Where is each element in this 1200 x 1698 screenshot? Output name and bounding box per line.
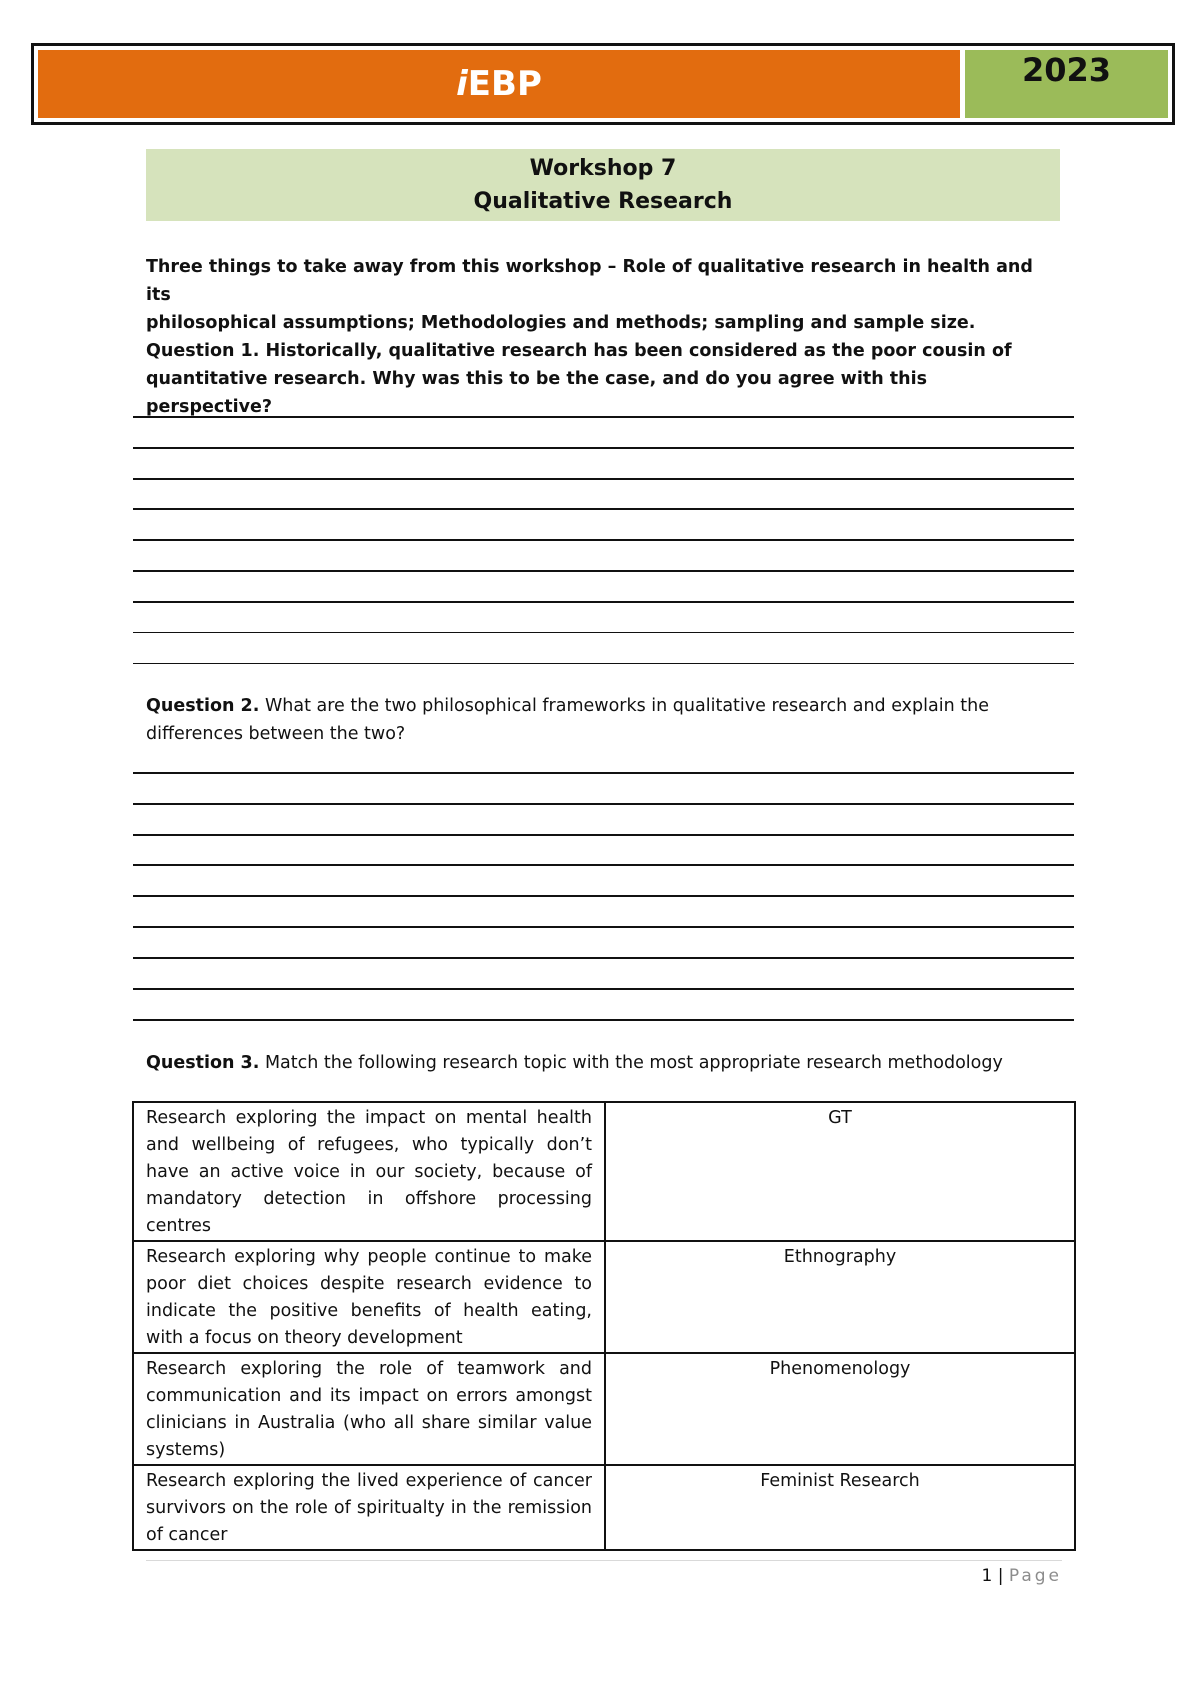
topic-cell: Research exploring the lived experience of cancer survivors on the role of spiritualty in the remission of cancer [133,1465,605,1550]
answer-line [133,772,1074,774]
methodology-cell: Phenomenology [605,1353,1075,1465]
takeaways-line-2: philosophical assumptions; Methodologies and methods; sampling and sample size. [146,313,976,333]
table-row [133,1353,1075,1465]
page-number: 1 [981,1566,993,1586]
answer-line [133,508,1074,510]
table-row [133,1241,1075,1353]
matching-table [132,1101,1076,1551]
answer-line [133,803,1074,805]
question-3-text: Match the following research topic with the most appropriate research methodology [259,1053,1003,1073]
question-3-label: Question 3. [146,1053,260,1073]
question-3 [146,1049,1046,1077]
question-1-line-1: Question 1. Historically, qualitative research has been considered as the poor cousin of [146,341,1012,361]
table-row [133,1102,1075,1241]
workshop-topic: Qualitative Research [473,189,733,214]
answer-line [133,447,1074,449]
answer-line [133,957,1074,959]
workshop-title-box [146,149,1060,221]
methodology-cell: Ethnography [605,1241,1075,1353]
answer-line [133,1019,1074,1021]
answer-line [133,539,1074,541]
answer-line [133,632,1074,633]
topic-cell: Research exploring the impact on mental health and wellbeing of refugees, who typically don’t have an active voice in our society, because of mandatory detection in offshore processing centres [133,1102,605,1241]
question-2-line-2: differences between the two? [146,724,406,744]
answer-line [133,926,1074,928]
question-1 [146,337,1046,421]
answer-line [133,663,1074,664]
topic-cell: Research exploring the role of teamwork and communication and its impact on errors amongst clinicians in Australia (who all share similar value systems) [133,1353,605,1465]
header-banner [31,43,1175,125]
workshop-number: Workshop 7 [529,156,677,181]
methodology-cell: GT [605,1102,1075,1241]
page-footer [981,1566,1062,1586]
takeaways-paragraph [146,253,1046,337]
question-2 [146,692,1046,748]
methodology-cell: Feminist Research [605,1465,1075,1550]
answer-line [133,988,1074,990]
brand-italic-i: i [456,64,468,104]
question-2-text: What are the two philosophical frameworks in qualitative research and explain the [259,696,989,716]
answer-line [133,478,1074,480]
page-label: Page [1008,1566,1062,1586]
question-2-label: Question 2. [146,696,260,716]
answer-line [133,834,1074,836]
answer-line [133,864,1074,866]
answer-line [133,570,1074,572]
topic-cell: Research exploring why people continue to make poor diet choices despite research evidence to indicate the positive benefits of health eating, with a focus on theory development [133,1241,605,1353]
question-1-line-2: quantitative research. Why was this to be the case, and do you agree with this perspective? [146,369,927,417]
answer-line [133,416,1074,418]
takeaways-line-1: Three things to take away from this workshop – Role of qualitative research in health and its [146,257,1033,305]
brand-logo [38,50,960,118]
year-label: 2023 [965,50,1168,118]
footer-separator: | [997,1566,1004,1586]
answer-line [133,601,1074,603]
table-row [133,1465,1075,1550]
footer-divider [146,1560,1062,1561]
brand-text: EBP [467,64,542,104]
answer-line [133,895,1074,897]
question-2-line-1 [146,692,1046,720]
